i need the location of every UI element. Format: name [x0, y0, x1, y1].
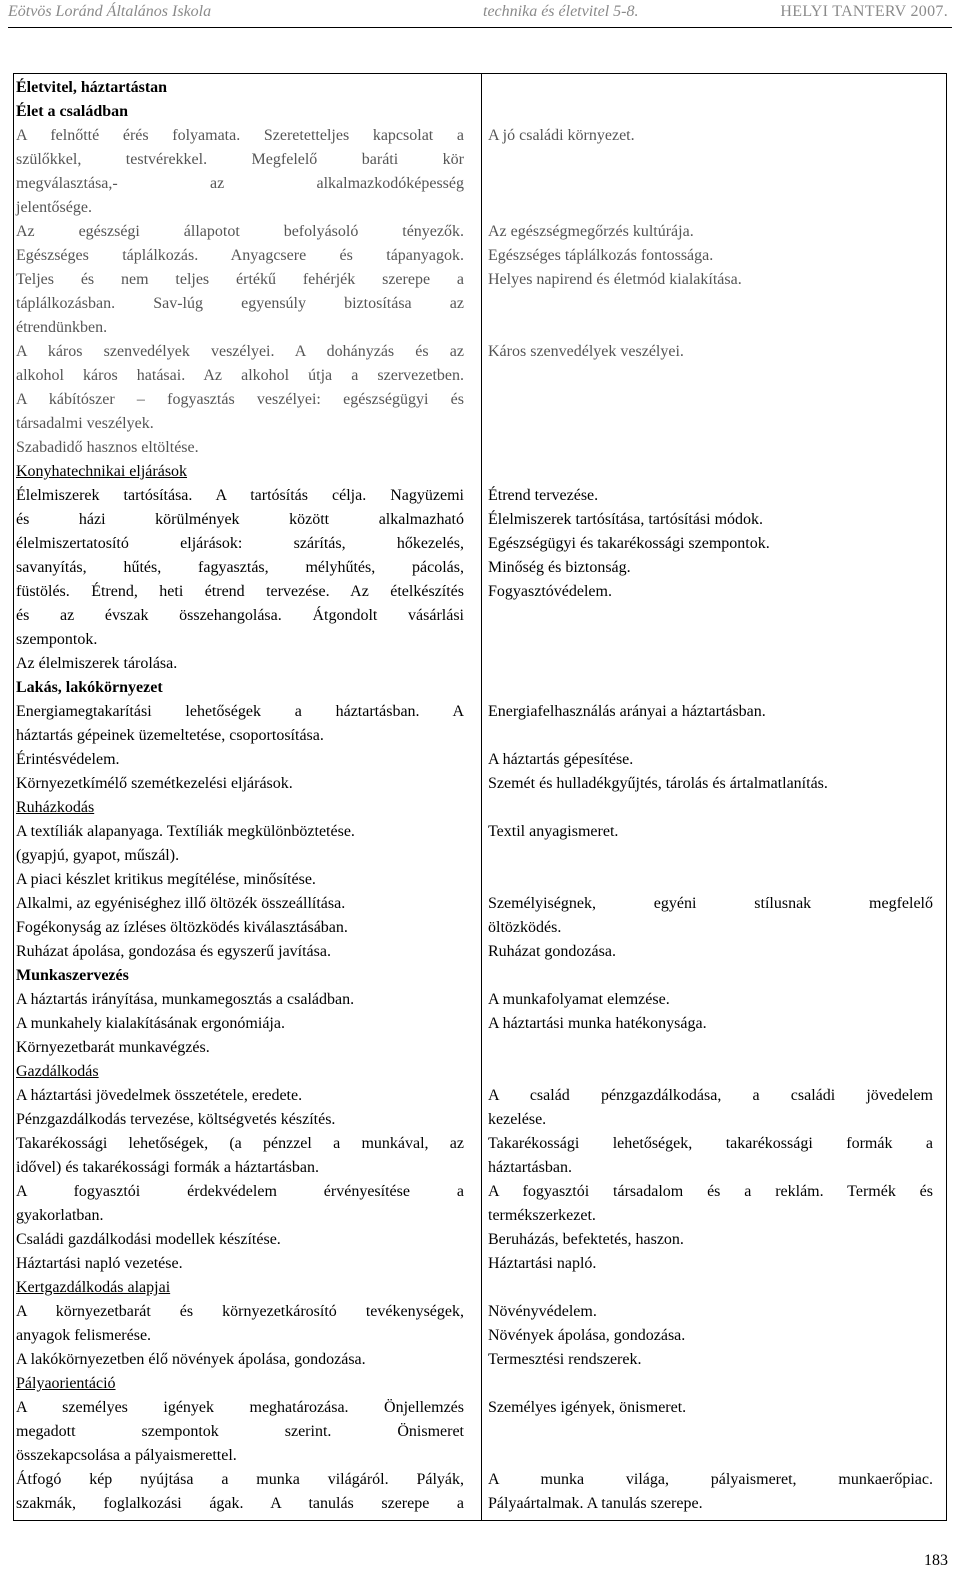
- outcome-line: Beruházás, befektetés, haszon.: [488, 1231, 684, 1248]
- outcome-line: Szemét és hulladékgyűjtés, tárolás és ártalmatlanítás.: [488, 775, 828, 792]
- content-line: Átfogó kép nyújtása a munka világáról. Pályák,: [16, 1471, 464, 1488]
- outcome-line: Háztartási napló.: [488, 1255, 597, 1272]
- content-line: jelentősége.: [16, 199, 92, 216]
- page-number: 183: [924, 1552, 948, 1569]
- content-line: szakmák, foglalkozási ágak. A tanulás szerepe a: [16, 1495, 464, 1512]
- outcome-line: Takarékossági lehetőségek, takarékossági formák a: [488, 1135, 933, 1152]
- outcome-line: Termesztési rendszerek.: [488, 1351, 642, 1368]
- outcome-line: A jó családi környezet.: [488, 127, 635, 144]
- outcome-line: Étrend tervezése.: [488, 487, 599, 504]
- column-divider: [481, 74, 482, 1520]
- content-line: Pályaorientáció: [16, 1375, 116, 1392]
- content-line: A háztartási jövedelmek összetétele, eredete.: [16, 1087, 303, 1104]
- content-line: társadalmi veszélyek.: [16, 415, 154, 432]
- content-line: Alkalmi, az egyéniséghez illő öltözék összeállítása.: [16, 895, 346, 912]
- outcome-line: A háztartási munka hatékonysága.: [488, 1015, 707, 1032]
- outcome-line: Helyes napirend és életmód kialakítása.: [488, 271, 742, 288]
- content-line: gyakorlatban.: [16, 1207, 104, 1224]
- content-line: Élelmiszerek tartósítása. A tartósítás célja. Nagyüzemi: [16, 487, 464, 504]
- outcome-line: Személyiségnek, egyéni stílusnak megfelelő: [488, 895, 933, 912]
- content-line: A textíliák alapanyaga. Textíliák megkülönböztetése.: [16, 823, 355, 840]
- content-line: Szabadidő hasznos eltöltése.: [16, 439, 199, 456]
- content-line: A felnőtté érés folyamata. Szeretetteljes kapcsolat a: [16, 127, 464, 144]
- outcome-line: A háztartás gépesítése.: [488, 751, 634, 768]
- content-line: szülőkkel, testvérekkel. Megfelelő baráti kör: [16, 151, 464, 168]
- content-line: A személyes igények meghatározása. Önjellemzés: [16, 1399, 464, 1416]
- outcome-line: Növények ápolása, gondozása.: [488, 1327, 686, 1344]
- content-line: Teljes és nem teljes értékű fehérjék szerepe a: [16, 271, 464, 288]
- outcome-line: Káros szenvedélyek veszélyei.: [488, 343, 684, 360]
- outcome-line: Minőség és biztonság.: [488, 559, 631, 576]
- outcome-line: háztartásban.: [488, 1159, 572, 1176]
- content-line: Háztartási napló vezetése.: [16, 1255, 183, 1272]
- outcome-line: Élelmiszerek tartósítása, tartósítási módok.: [488, 511, 764, 528]
- content-line: A fogyasztói érdekvédelem érvényesítése a: [16, 1183, 464, 1200]
- outcome-line: öltözködés.: [488, 919, 562, 936]
- content-line: A piaci készlet kritikus megítélése, minősítése.: [16, 871, 316, 888]
- content-line: Takarékossági lehetőségek, (a pénzzel a munkával, az: [16, 1135, 464, 1152]
- content-line: háztartás gépeinek üzemeltetése, csoportosítása.: [16, 727, 324, 744]
- header-rule: [8, 27, 952, 28]
- content-line: savanyítás, hűtés, fagyasztás, mélyhűtés, pácolás,: [16, 559, 464, 576]
- content-line: összekapcsolása a pályaismerettel.: [16, 1447, 237, 1464]
- outcome-line: Személyes igények, önismeret.: [488, 1399, 687, 1416]
- content-line: Az egészségi állapotot befolyásoló tényezők.: [16, 223, 464, 240]
- outcome-line: Az egészségmegőrzés kultúrája.: [488, 223, 694, 240]
- content-line: Környezetbarát munkavégzés.: [16, 1039, 210, 1056]
- outcome-line: A fogyasztói társadalom és a reklám. Termék és: [488, 1183, 933, 1200]
- outcome-line: Egészséges táplálkozás fontossága.: [488, 247, 714, 264]
- content-line: anyagok felismerése.: [16, 1327, 152, 1344]
- content-line: alkohol káros hatásai. Az alkohol útja a szervezetben.: [16, 367, 464, 384]
- content-line: füstölés. Étrend, heti étrend tervezése. Az ételkészítés: [16, 583, 464, 600]
- content-line: és házi körülmények között alkalmazható: [16, 511, 464, 528]
- content-line: A háztartás irányítása, munkamegosztás a családban.: [16, 991, 355, 1008]
- outcome-line: Energiafelhasználás arányai a háztartásban.: [488, 703, 766, 720]
- content-line: megadott szempontok szerint. Önismeret: [16, 1423, 464, 1440]
- content-line: (gyapjú, gyapot, műszál).: [16, 847, 180, 864]
- content-line: táplálkozásban. Sav-lúg egyensúly biztosítása az: [16, 295, 464, 312]
- outcome-line: Ruházat gondozása.: [488, 943, 616, 960]
- content-line: Ruházkodás: [16, 799, 95, 816]
- content-line: megválasztása,- az alkalmazkodóképesség: [16, 175, 464, 192]
- outcome-line: termékszerkezet.: [488, 1207, 596, 1224]
- content-line: Munkaszervezés: [16, 967, 129, 984]
- content-line: Érintésvédelem.: [16, 751, 120, 768]
- outcome-line: Növényvédelem.: [488, 1303, 597, 1320]
- outcome-line: Egészségügyi és takarékossági szempontok.: [488, 535, 770, 552]
- content-line: Pénzgazdálkodás tervezése, költségvetés készítés.: [16, 1111, 336, 1128]
- page-header: [8, 0, 948, 28]
- content-line: Környezetkímélő szemétkezelési eljárások.: [16, 775, 293, 792]
- content-line: Egészséges táplálkozás. Anyagcsere és tápanyagok.: [16, 247, 464, 264]
- content-line: étrendünkben.: [16, 319, 108, 336]
- header-subject: technika és életvitel 5-8.: [483, 3, 639, 20]
- content-line: élelmiszertatosító eljárások: szárítás, hőkezelés,: [16, 535, 464, 552]
- content-line: A kábítószer – fogyasztás veszélyei: egészségügyi és: [16, 391, 464, 408]
- header-plan: HELYI TANTERV 2007.: [780, 3, 948, 20]
- content-line: és az évszak összehangolása. Átgondolt vásárlási: [16, 607, 464, 624]
- content-line: szempontok.: [16, 631, 98, 648]
- content-line: Energiamegtakarítási lehetőségek a háztartásban. A: [16, 703, 464, 720]
- content-line: A lakókörnyezetben élő növények ápolása, gondozása.: [16, 1351, 366, 1368]
- content-line: Ruházat ápolása, gondozása és egyszerű javítása.: [16, 943, 331, 960]
- content-line: Fogékonyság az ízléses öltözködés kiválasztásában.: [16, 919, 348, 936]
- content-line: Élet a családban: [16, 103, 129, 120]
- outcome-line: A család pénzgazdálkodása, a családi jövedelem: [488, 1087, 933, 1104]
- outcome-line: Fogyasztóvédelem.: [488, 583, 612, 600]
- content-line: Kertgazdálkodás alapjai: [16, 1279, 171, 1296]
- content-line: Az élelmiszerek tárolása.: [16, 655, 178, 672]
- outcome-line: kezelése.: [488, 1111, 547, 1128]
- header-school: Eötvös Loránd Általános Iskola: [8, 3, 212, 20]
- content-line: A környezetbarát és környezetkárosító tevékenységek,: [16, 1303, 464, 1320]
- content-line: A káros szenvedélyek veszélyei. A dohányzás és az: [16, 343, 464, 360]
- content-line: A munkahely kialakításának ergonómiája.: [16, 1015, 285, 1032]
- content-line: Lakás, lakókörnyezet: [16, 679, 163, 696]
- outcome-line: A munka világa, pályaismeret, munkaerőpiac.: [488, 1471, 933, 1488]
- content-line: Gazdálkodás: [16, 1063, 99, 1080]
- outcome-line: Textil anyagismeret.: [488, 823, 619, 840]
- content-line: Családi gazdálkodási modellek készítése.: [16, 1231, 281, 1248]
- outcome-line: A munkafolyamat elemzése.: [488, 991, 670, 1008]
- content-line: idővel) és takarékossági formák a háztartásban.: [16, 1159, 319, 1176]
- content-line: Életvitel, háztartástan: [16, 79, 168, 96]
- outcome-line: Pályaártalmak. A tanulás szerepe.: [488, 1495, 703, 1512]
- content-line: Konyhatechnikai eljárások: [16, 463, 188, 480]
